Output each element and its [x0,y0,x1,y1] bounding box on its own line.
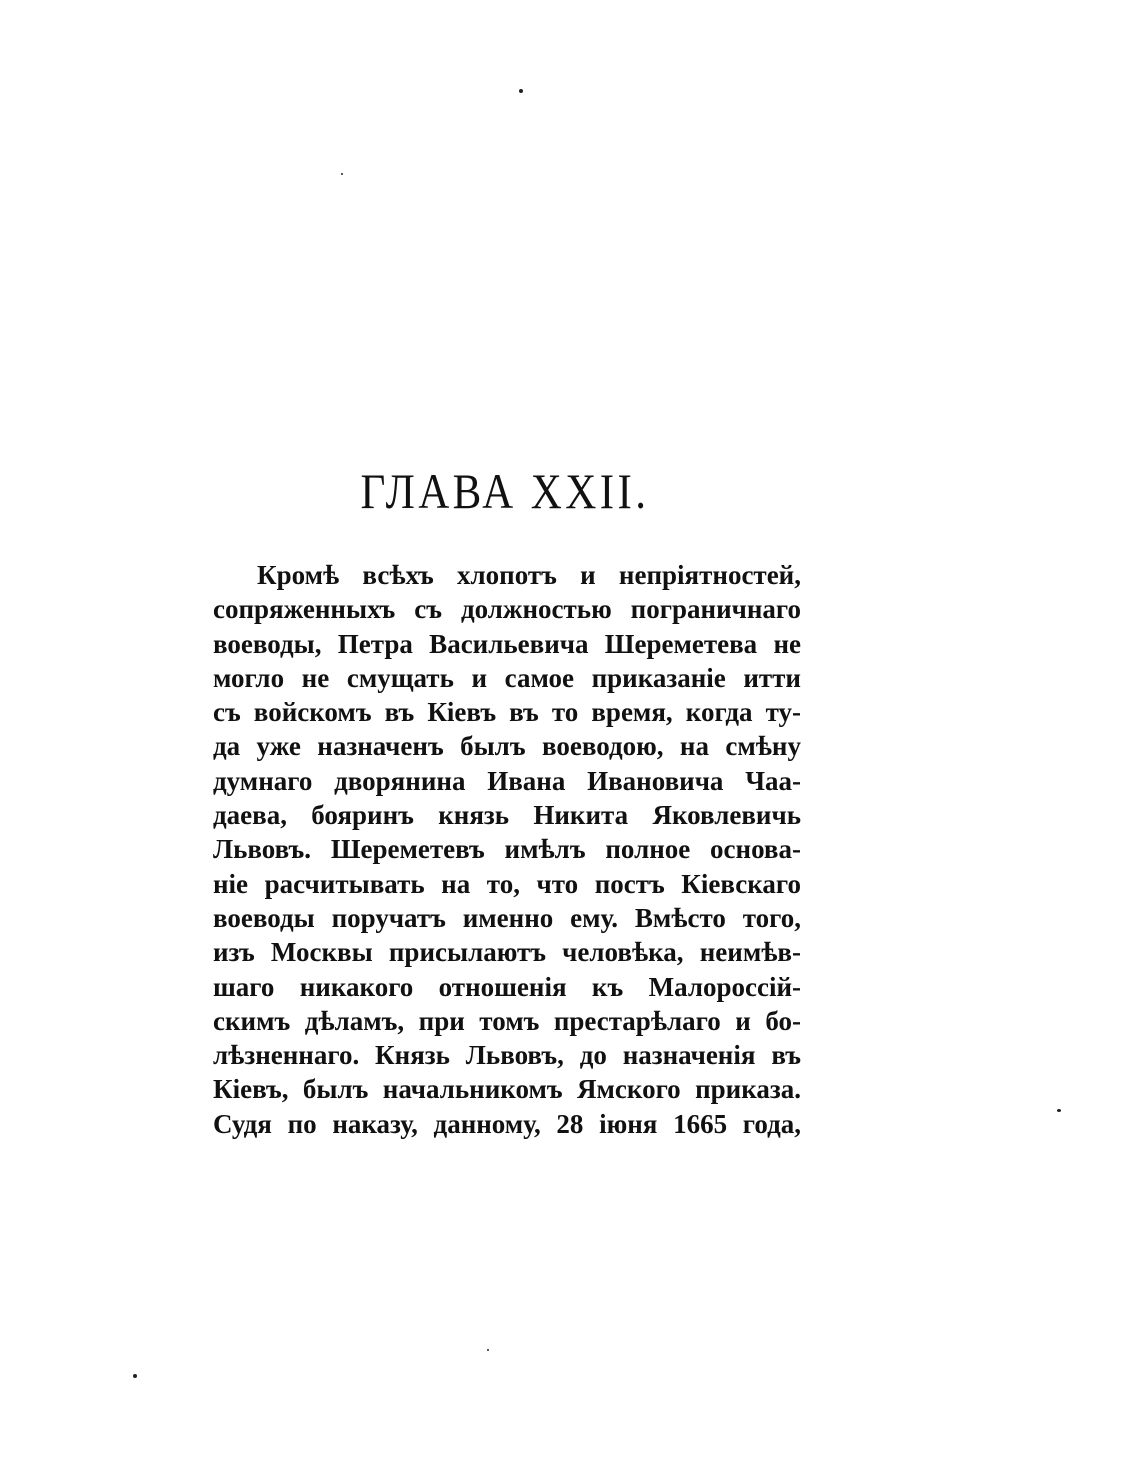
text-line: воеводы, Петра Васильевича Шереметева не [213,628,801,659]
speck-mark [1057,1109,1061,1112]
chapter-body [213,558,801,1141]
speck-mark [487,1349,489,1351]
text-line: могло не смущать и самое приказаніе итти [213,662,801,693]
text-line: съ войскомъ въ Кіевъ въ то время, когда ту- [213,697,801,728]
text-line: ніе расчитывать на то, что постъ Кіевскаго [213,868,801,899]
speck-mark [519,89,523,93]
text-line: даева, бояринъ князь Никита Яковлевичь [213,800,801,831]
text-line: сопряженныхъ съ должностью пограничнаго [213,594,801,625]
speck-mark [133,1374,137,1378]
text-line: шаго никакого отношенія къ Малороссій- [213,971,801,1002]
text-line: скимъ дѣламъ, при томъ престарѣлаго и бо- [213,1005,801,1036]
text-line: лѣзненнаго. Князь Львовъ, до назначенія въ [213,1040,801,1071]
speck-mark [341,173,343,175]
text-line: Кромѣ всѣхъ хлопотъ и непріятностей, [257,560,801,590]
text-line: Львовъ. Шереметевъ имѣлъ полное основа- [213,834,801,865]
text-line: Кіевъ, былъ начальникомъ Ямского приказа. [213,1074,801,1105]
text-line: изъ Москвы присылаютъ человѣка, неимѣв- [213,937,801,968]
text-line: да уже назначенъ былъ воеводою, на смѣну [213,731,801,762]
text-line: воеводы поручатъ именно ему. Вмѣсто того, [213,902,801,933]
text-line: думнаго дворянина Ивана Ивановича Чаа- [213,765,801,796]
text-line: Судя по наказу, данному, 28 іюня 1665 года, [213,1108,801,1139]
chapter-title: ГЛАВА XXII. [360,463,650,519]
